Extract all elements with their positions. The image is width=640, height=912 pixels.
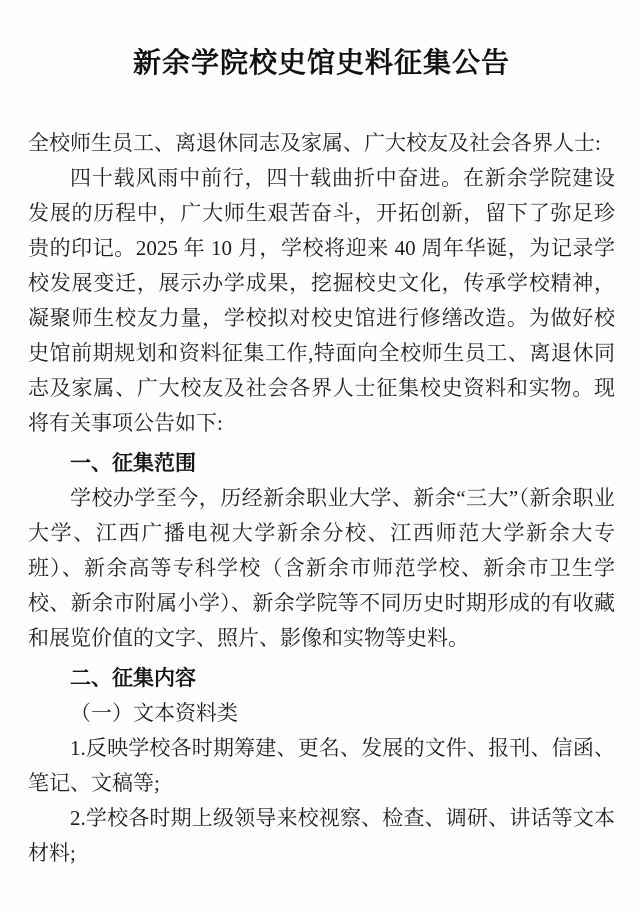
section-2-heading: 二、征集内容 <box>70 667 196 690</box>
section-1-heading: 一、征集范围 <box>70 452 196 475</box>
intro-paragraph: 四十载风雨中前行，四十载曲折中奋进。在新余学院建设发展的历程中，广大师生艰苦奋斗，开拓创新，留下了弥足珍贵的印记。2025 年 10 月，学校将迎来 40 周年华诞，为记录学校发展变迁，展示办学成果，挖掘校史文化，传承学校精神，凝聚师生校友力量，学校拟对校史馆进行修缮改造。为做好校史馆前期规划和资料征集工作,特面向全校师生员工、离退休同志及家属、广大校友及社会各界人士征集校史资料和实物。现将有关事项公告如下: <box>28 166 615 435</box>
list-item-2: 2.学校各时期上级领导来校视察、检查、调研、讲话等文本材料; <box>28 806 615 865</box>
section-1-body: 学校办学至今，历经新余职业大学、新余“三大”（新余职业大学、江西广播电视大学新余分校、江西师范大学新余大专班）、新余高等专科学校（含新余市师范学校、新余市卫生学校、新余市附属小学）、新余学院等不同历史时期形成的有收藏和展览价值的文字、照片、影像和实物等史料。 <box>28 486 615 650</box>
document-title: 新余学院校史馆史料征集公告 <box>132 48 510 79</box>
subsection-1-heading: （一）文本资料类 <box>70 701 238 725</box>
salutation-line: 全校师生员工、离退休同志及家属、广大校友及社会各界人士: <box>28 131 601 155</box>
list-item-1: 1.反映学校各时期筹建、更名、发展的文件、报刊、信函、笔记、文稿等; <box>28 736 615 795</box>
